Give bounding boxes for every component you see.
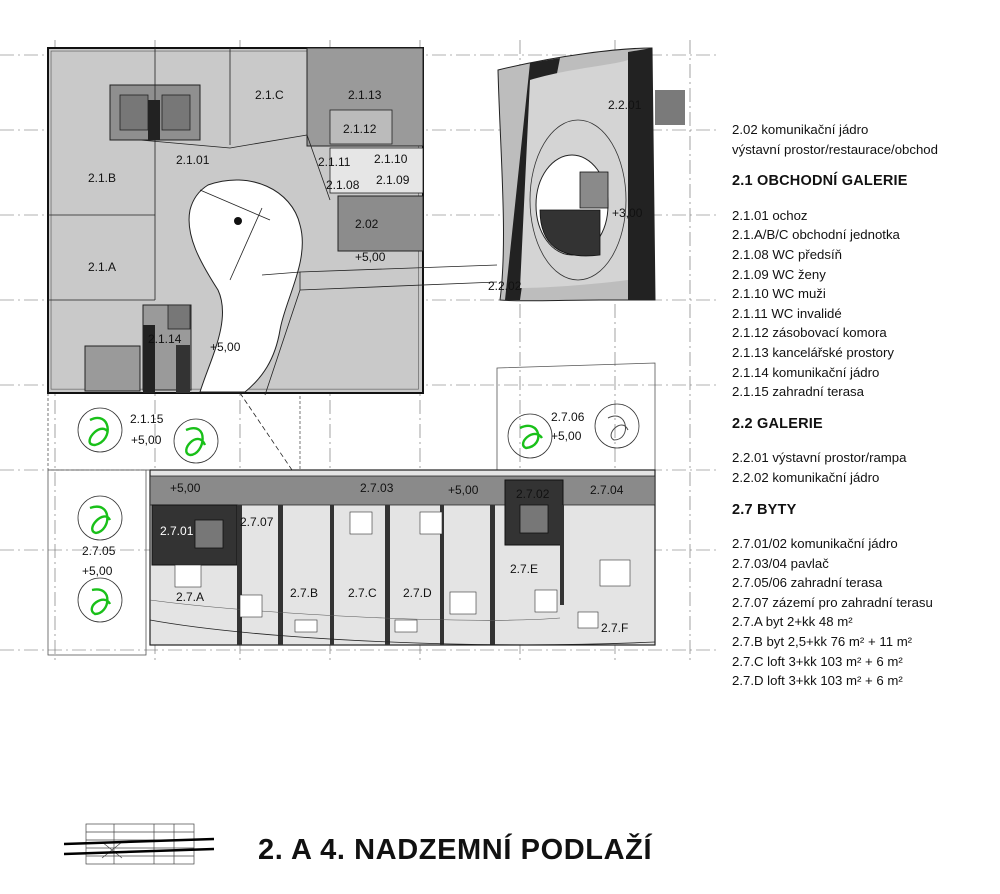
label-level-gallery-walk-1: +5,00 xyxy=(170,481,201,495)
label-2-7-01: 2.7.01 xyxy=(160,524,194,538)
label-2-7-e: 2.7.E xyxy=(510,562,539,576)
label-2-1-13: 2.1.13 xyxy=(348,88,382,102)
label-2-7-b: 2.7.B xyxy=(290,586,319,600)
legend-item: 2.1.10 WC muži xyxy=(732,286,826,302)
label-level-tower: +3,00 xyxy=(612,206,643,220)
label-2-1-a: 2.1.A xyxy=(88,260,117,274)
label-2-1-14: 2.1.14 xyxy=(148,332,182,346)
legend-item: 2.1.15 zahradní terasa xyxy=(732,384,864,400)
legend-item: 2.1.09 WC ženy xyxy=(732,266,826,282)
legend-item: 2.1.08 WC předsíň xyxy=(732,246,842,262)
label-level-core: +5,00 xyxy=(355,250,386,264)
legend-item: 2.7.07 zázemí pro zahradní terasu xyxy=(732,594,933,610)
label-2-1-09: 2.1.09 xyxy=(376,173,410,187)
label-2-7-f: 2.7.F xyxy=(601,621,629,635)
label-2-1-10: 2.1.10 xyxy=(374,152,408,166)
label-2-7-03: 2.7.03 xyxy=(360,481,394,495)
legend-intro-2: výstavní prostor/restaurace/obchod xyxy=(732,141,938,157)
label-2-1-11: 2.1.11 xyxy=(318,155,351,169)
legend-item: 2.7.03/04 pavlač xyxy=(732,555,829,571)
gallery-tower xyxy=(498,48,685,301)
label-2-1-08: 2.1.08 xyxy=(326,178,360,192)
label-2-7-04: 2.7.04 xyxy=(590,483,624,497)
legend-item: 2.7.B byt 2,5+kk 76 m² + 11 m² xyxy=(732,634,913,650)
legend-item: 2.1.11 WC invalidé xyxy=(732,305,842,321)
apartment-building xyxy=(150,470,655,645)
legend-item: 2.2.01 výstavní prostor/rampa xyxy=(732,450,907,466)
label-2-02-small: 2.02 xyxy=(355,217,379,231)
legend-item: 2.1.A/B/C obchodní jednotka xyxy=(732,227,900,243)
legend-item: 2.1.13 kancelářské prostory xyxy=(732,344,894,360)
label-level-terrace-1: +5,00 xyxy=(131,433,162,447)
legend-item: 2.1.12 zásobovací komora xyxy=(732,325,887,341)
legend-item: 2.1.01 ochoz xyxy=(732,207,808,223)
label-2-7-c: 2.7.C xyxy=(348,586,377,600)
legend-item: 2.7.D loft 3+kk 103 m² + 6 m² xyxy=(732,673,903,689)
key-plan-icon xyxy=(64,818,214,870)
legend-heading-galerie: 2.1 OBCHODNÍ GALERIE xyxy=(732,173,908,190)
label-2-7-a: 2.7.A xyxy=(176,590,205,604)
label-2-7-06: 2.7.06 xyxy=(551,410,585,424)
label-2-7-02: 2.7.02 xyxy=(516,487,550,501)
page-title: 2. A 4. NADZEMNÍ PODLAŽÍ xyxy=(258,834,653,866)
label-2-1-12: 2.1.12 xyxy=(343,122,377,136)
label-2-7-d: 2.7.D xyxy=(403,586,432,600)
legend-item: 2.7.01/02 komunikační jádro xyxy=(732,536,898,552)
legend-heading-byty: 2.7 BYTY xyxy=(732,501,797,518)
label-level-gallery: +5,00 xyxy=(210,340,241,354)
label-2-1-01: 2.1.01 xyxy=(176,153,210,167)
label-level-terrace-2: +5,00 xyxy=(551,429,582,443)
legend-intro-1: 2.02 komunikační jádro xyxy=(732,122,869,137)
label-2-2-02: 2.2.02 xyxy=(488,279,522,293)
label-level-gallery-walk-2: +5,00 xyxy=(448,483,479,497)
legend-item: 2.7.C loft 3+kk 103 m² + 6 m² xyxy=(732,653,903,669)
legend-item: 2.1.14 komunikační jádro xyxy=(732,364,880,380)
label-2-7-07: 2.7.07 xyxy=(240,515,274,529)
label-2-1-c: 2.1.C xyxy=(255,88,284,102)
legend-item: 2.7.A byt 2+kk 48 m² xyxy=(732,614,853,630)
label-level-terrace-3: +5,00 xyxy=(82,564,113,578)
legend xyxy=(732,120,994,691)
label-2-1-b: 2.1.B xyxy=(88,171,117,185)
legend-item: 2.2.02 komunikační jádro xyxy=(732,469,880,485)
label-2-7-05: 2.7.05 xyxy=(82,544,116,558)
label-2-1-15: 2.1.15 xyxy=(130,412,164,426)
label-2-2-01: 2.2.01 xyxy=(608,98,642,112)
legend-heading-galerie-2: 2.2 GALERIE xyxy=(732,415,823,432)
legend-item: 2.7.05/06 zahradní terasa xyxy=(732,575,883,591)
